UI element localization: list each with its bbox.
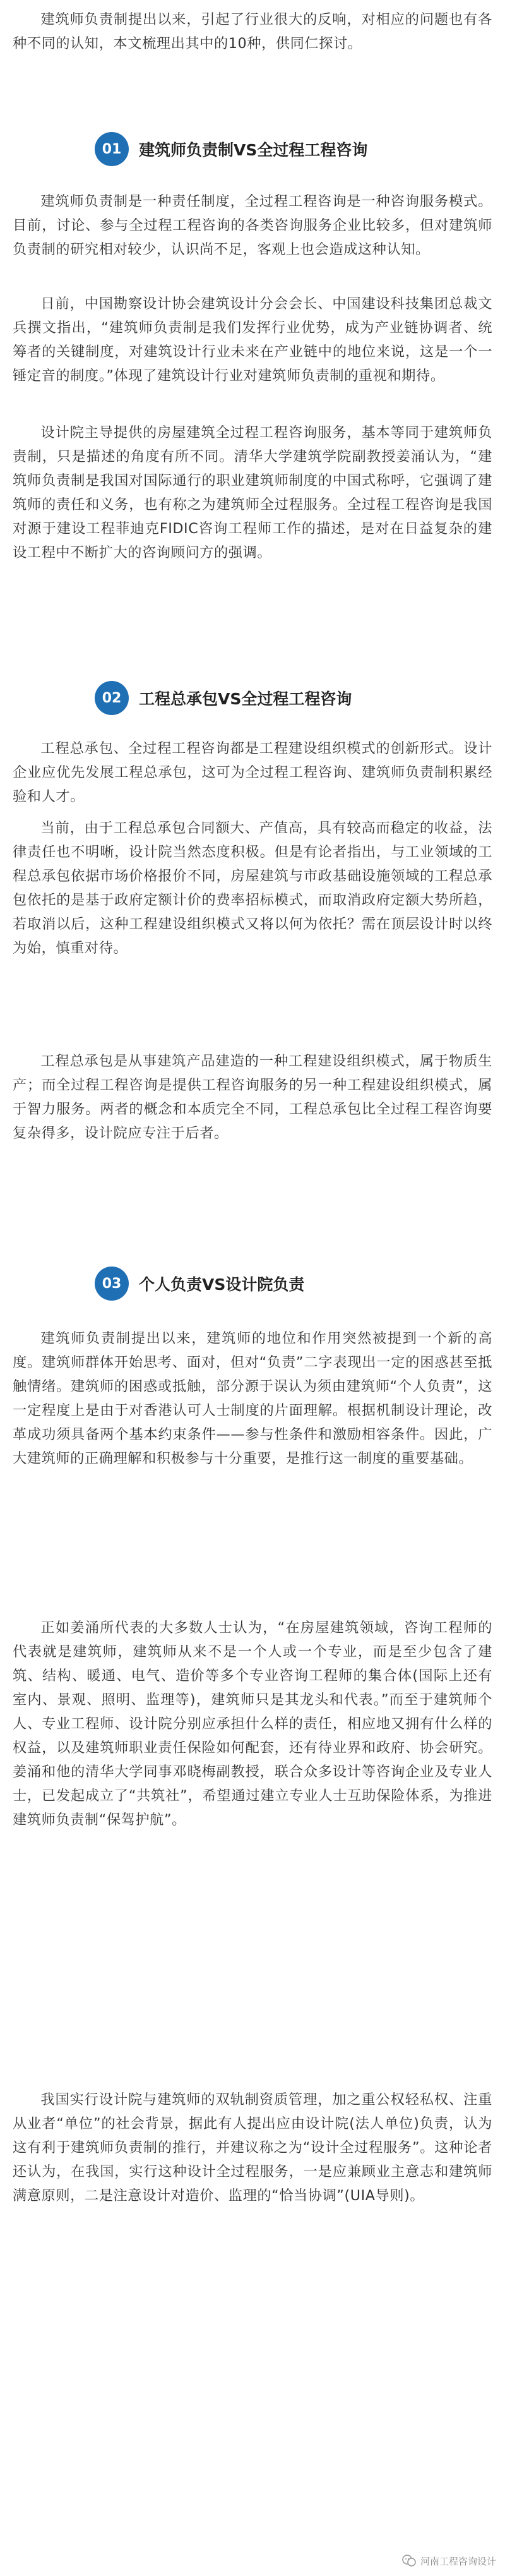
section-3-paragraph-1: 建筑师负责制提出以来，建筑师的地位和作用突然被提到一个新的高度。建筑师群体开始思考、面对，但对“负责”二字表现出一定的困惑甚至抵触情绪。建筑师的困惑或抵触，部分源于误认为须由建筑师“个人负责”，这一定程度上是由于对香港认可人士制度的片面理解。根据机制设计理论，改革成功须具备两个基本约束条件——参与性条件和激励相容条件。因此，广大建筑师的正确理解和积极参与十分重要，是推行这一制度的重要基础。 bbox=[13, 1330, 492, 1467]
section-title: 建筑师负责制VS全过程工程咨询 bbox=[139, 141, 368, 159]
section-heading-02 bbox=[95, 680, 352, 716]
section-heading-01 bbox=[95, 131, 367, 167]
section-2-paragraph-3: 工程总承包是从事建筑产品建造的一种工程建设组织模式，属于物质生产；而全过程工程咨询是提供工程咨询服务的另一种工程建设组织模式，属于智力服务。两者的概念和本质完全不同，工程总承包比全过程工程咨询要复杂得多，设计院应专注于后者。 bbox=[13, 1053, 492, 1141]
section-number-badge: 03 bbox=[95, 1267, 129, 1301]
section-1-paragraph-2: 日前，中国勘察设计协会建筑设计分会会长、中国建设科技集团总裁文兵撰文指出，“建筑师负责制是我们发挥行业优势，成为产业链协调者、统筹者的关键制度，对建筑设计行业未来在产业链中的地位来说，这是一个一锤定音的制度。”体现了建筑设计行业对建筑师负责制的重视和期待。 bbox=[13, 296, 492, 384]
section-number-badge: 02 bbox=[95, 681, 129, 715]
watermark-text: 河南工程咨询设计 bbox=[420, 2555, 496, 2567]
section-3-paragraph-2: 正如姜涌所代表的大多数人士认为，“在房屋建筑领域，咨询工程师的代表就是建筑师，建筑师从来不是一个人或一个专业，而是至少包含了建筑、结构、暖通、电气、造价等多个专业咨询工程师的集合体(国际上还有室内、景观、照明、监理等)，建筑师只是其龙头和代表。”而至于建筑师个人、专业工程师、设计院分别应承担什么样的责任，相应地又拥有什么样的权益，以及建筑师职业责任保险如何配套，还有待业界和政府、协会研究。姜涌和他的清华大学同事邓晓梅副教授，联合众多设计等咨询企业及专业人士，已发起成立了“共筑社”，希望通过建立专业人士互助保险体系，为推进建筑师负责制“保驾护航”。 bbox=[13, 1620, 492, 1828]
intro-paragraph: 建筑师负责制提出以来，引起了行业很大的反响，对相应的问题也有各种不同的认知，本文梳理出其中的10种，供同仁探讨。 bbox=[13, 11, 492, 52]
section-2-paragraph-1: 工程总承包、全过程工程咨询都是工程建设组织模式的创新形式。设计企业应优先发展工程总承包，这可为全过程工程咨询、建筑师负责制积累经验和人才。 bbox=[13, 740, 492, 805]
wechat-logo-icon bbox=[401, 2553, 417, 2568]
section-1-paragraph-3: 设计院主导提供的房屋建筑全过程工程咨询服务，基本等同于建筑师负责制，只是描述的角度有所不同。清华大学建筑学院副教授姜涌认为，“建筑师负责制是我国对国际通行的职业建筑师制度的中国式称呼，它强调了建筑师的责任和义务，也有称之为建筑师全过程服务。全过程工程咨询是我国对源于建设工程菲迪克FIDIC咨询工程师工作的描述，是对在日益复杂的建设工程中不断扩大的咨询顾问方的强调。 bbox=[13, 424, 492, 561]
section-3-paragraph-3: 我国实行设计院与建筑师的双轨制资质管理，加之重公权轻私权、注重从业者“单位”的社会背景，据此有人提出应由设计院(法人单位)负责，认为这有利于建筑师负责制的推行，并建议称之为“设计全过程服务”。这种论者还认为，在我国，实行这种设计全过程服务，一是应兼顾业主意志和建筑师满意原则，二是注意设计对造价、监理的“恰当协调”(UIA导则)。 bbox=[13, 2091, 492, 2204]
section-title: 工程总承包VS全过程工程咨询 bbox=[139, 690, 352, 708]
section-title: 个人负责VS设计院负责 bbox=[139, 1275, 305, 1294]
section-1-paragraph-1: 建筑师负责制是一种责任制度，全过程工程咨询是一种咨询服务模式。目前，讨论、参与全过程工程咨询的各类咨询服务企业比较多，但对建筑师负责制的研究相对较少，认识尚不足，客观上也会造成这种认知。 bbox=[13, 193, 492, 258]
watermark bbox=[401, 2553, 496, 2568]
section-2-paragraph-2: 当前，由于工程总承包合同额大、产值高，具有较高而稳定的收益，法律责任也不明晰，设计院当然态度积极。但是有论者指出，与工业领域的工程总承包依据市场价格报价不同，房屋建筑与市政基础设施领域的工程总承包依托的是基于政府定额计价的费率招标模式，而取消政府定额大势所趋，若取消以后，这种工程建设组织模式又将以何为依托？需在顶层设计时以终为始，慎重对待。 bbox=[13, 820, 492, 956]
section-heading-03 bbox=[95, 1266, 304, 1301]
section-number-badge: 01 bbox=[95, 132, 129, 166]
